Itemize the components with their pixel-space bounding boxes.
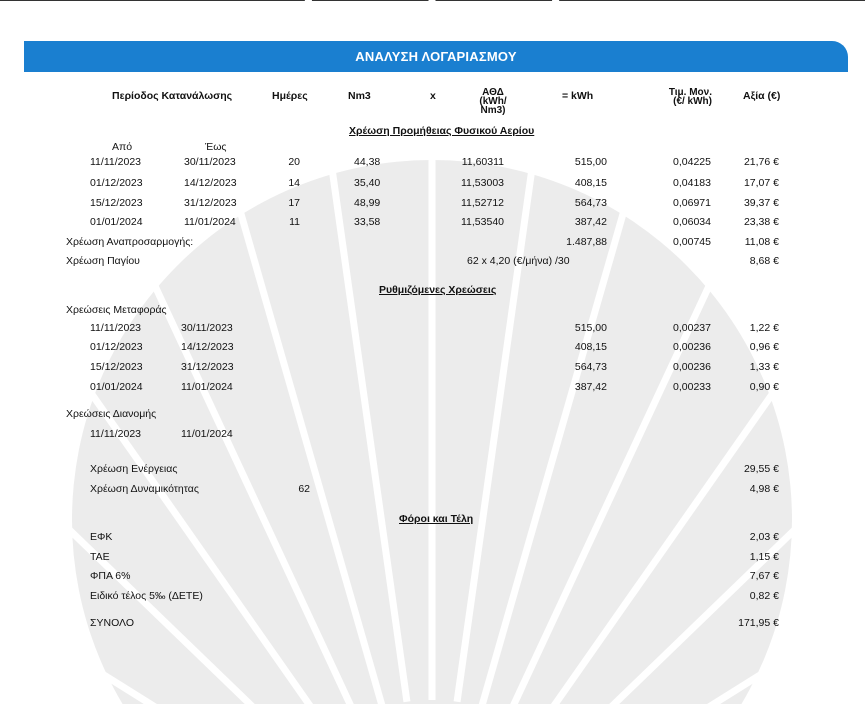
col-value: Αξία (€) (743, 90, 781, 102)
supply-row-2-atd: 11,53003 (460, 177, 504, 189)
tax-vat-value: 7,67 € (749, 570, 779, 582)
transport-row-4-price: 0,00233 (673, 381, 711, 393)
transport-row-3-value: 1,33 € (749, 361, 779, 373)
transport-row-3-to: 31/12/2023 (181, 361, 234, 373)
distribution-label: Χρεώσεις Διανομής (66, 408, 157, 420)
supply-row-4-value: 23,38 € (743, 216, 779, 228)
section-banner (24, 41, 848, 72)
transport-row-4-to: 11/01/2024 (181, 381, 233, 393)
distribution-to: 11/01/2024 (181, 428, 233, 440)
page-title: ΑΝΑΛΥΣΗ ΛΟΓΑΡΙΑΣΜΟΥ (355, 49, 517, 64)
transport-row-2-to: 14/12/2023 (181, 341, 234, 353)
supply-row-1-kwh: 515,00 (574, 156, 607, 168)
supply-row-4-days: 11 (289, 216, 300, 228)
supply-row-1-price: 0,04225 (673, 156, 711, 168)
supply-row-1-atd: 11,60311 (461, 156, 504, 168)
transport-row-1-to: 30/11/2023 (181, 322, 233, 334)
supply-row-2-kwh: 408,15 (574, 177, 607, 189)
transport-row-2-value: 0,96 € (749, 341, 779, 353)
supply-row-1-days: 20 (288, 156, 300, 168)
tax-dete-value: 0,82 € (749, 590, 779, 602)
adjustment-label: Χρέωση Αναπροσαρμογής: (66, 236, 194, 248)
supply-row-1-from: 11/11/2023 (90, 156, 141, 168)
fixed-label: Χρέωση Παγίου (66, 255, 140, 267)
col-days: Ημέρες (272, 90, 308, 102)
supply-row-2-price: 0,04183 (673, 177, 711, 189)
fixed-formula: 62 x 4,20 (€/μήνα) /30 (467, 255, 570, 267)
supply-row-4-nm3: 33,58 (354, 216, 381, 228)
supply-row-2-to: 14/12/2023 (184, 177, 237, 189)
energy-value: 29,55 € (743, 463, 779, 475)
col-kwh: = kWh (562, 90, 594, 102)
fixed-value: 8,68 € (749, 255, 779, 267)
tax-tae-value: 1,15 € (749, 551, 779, 563)
supply-row-1-to: 30/11/2023 (184, 156, 236, 168)
transport-row-4-value: 0,90 € (749, 381, 779, 393)
tax-tae-label: ΤΑΕ (90, 551, 110, 563)
energy-label: Χρέωση Ενέργειας (90, 463, 178, 475)
supply-row-3-price: 0,06971 (673, 197, 711, 209)
taxes-heading: Φόροι και Τέλη (399, 513, 474, 525)
regulated-heading: Ρυθμιζόμενες Χρεώσεις (379, 284, 497, 296)
tax-efk-label: ΕΦΚ (90, 531, 113, 543)
supply-row-3-atd: 11,52712 (460, 197, 504, 209)
capacity-label: Χρέωση Δυναμικότητας (90, 483, 199, 495)
supply-row-3-kwh: 564,73 (574, 197, 607, 209)
adjustment-kwh: 1.487,88 (566, 236, 607, 248)
capacity-value: 4,98 € (749, 483, 779, 495)
supply-row-4-atd: 11,53540 (460, 216, 504, 228)
transport-row-3-from: 15/12/2023 (90, 361, 143, 373)
tax-dete-label: Ειδικό τέλος 5‰ (ΔΕΤΕ) (90, 590, 203, 602)
supply-row-1-value: 21,76 € (743, 156, 779, 168)
supply-row-3-nm3: 48,99 (354, 197, 381, 209)
transport-row-1-value: 1,22 € (749, 322, 779, 334)
transport-row-4-from: 01/01/2024 (90, 381, 143, 393)
supply-row-4-to: 11/01/2024 (184, 216, 236, 228)
adjustment-price: 0,00745 (673, 236, 711, 248)
transport-row-1-from: 11/11/2023 (90, 322, 141, 334)
transport-label: Χρεώσεις Μεταφοράς (66, 304, 167, 316)
distribution-from: 11/11/2023 (90, 428, 141, 440)
transport-row-3-kwh: 564,73 (574, 361, 607, 373)
col-atd: ΑΘΔ (kWh/ Nm3) (479, 87, 507, 116)
total-value: 171,95 € (738, 617, 779, 629)
supply-row-3-days: 17 (288, 197, 300, 209)
transport-row-2-price: 0,00236 (673, 341, 711, 353)
transport-row-2-from: 01/12/2023 (90, 341, 143, 353)
transport-row-2-kwh: 408,15 (574, 341, 607, 353)
adjustment-value: 11,08 € (744, 236, 779, 248)
supply-heading: Χρέωση Προμήθειας Φυσικού Αερίου (349, 125, 535, 137)
transport-row-1-kwh: 515,00 (574, 322, 607, 334)
supply-row-2-days: 14 (288, 177, 300, 189)
col-unit-price: Τιμ. Μον. (€/ kWh) (668, 87, 712, 107)
transport-row-4-kwh: 387,42 (574, 381, 607, 393)
to-label: Έως (205, 141, 227, 153)
supply-row-3-to: 31/12/2023 (184, 197, 237, 209)
supply-row-1-nm3: 44,38 (354, 156, 381, 168)
tax-vat-label: ΦΠΑ 6% (90, 570, 131, 582)
supply-row-2-nm3: 35,40 (354, 177, 381, 189)
transport-row-1-price: 0,00237 (673, 322, 711, 334)
supply-row-2-value: 17,07 € (743, 177, 779, 189)
supply-row-4-kwh: 387,42 (574, 216, 607, 228)
col-period: Περίοδος Κατανάλωσης (112, 90, 233, 102)
from-label: Από (112, 141, 133, 153)
transport-row-3-price: 0,00236 (673, 361, 711, 373)
total-label: ΣΥΝΟΛΟ (90, 617, 135, 629)
capacity-days: 62 (298, 483, 310, 495)
col-nm3: Nm3 (348, 90, 371, 102)
supply-row-2-from: 01/12/2023 (90, 177, 143, 189)
supply-row-3-value: 39,37 € (743, 197, 779, 209)
supply-row-3-from: 15/12/2023 (90, 197, 143, 209)
col-x: x (430, 90, 436, 102)
supply-row-4-from: 01/01/2024 (90, 216, 143, 228)
supply-row-4-price: 0,06034 (673, 216, 711, 228)
tax-efk-value: 2,03 € (749, 531, 779, 543)
